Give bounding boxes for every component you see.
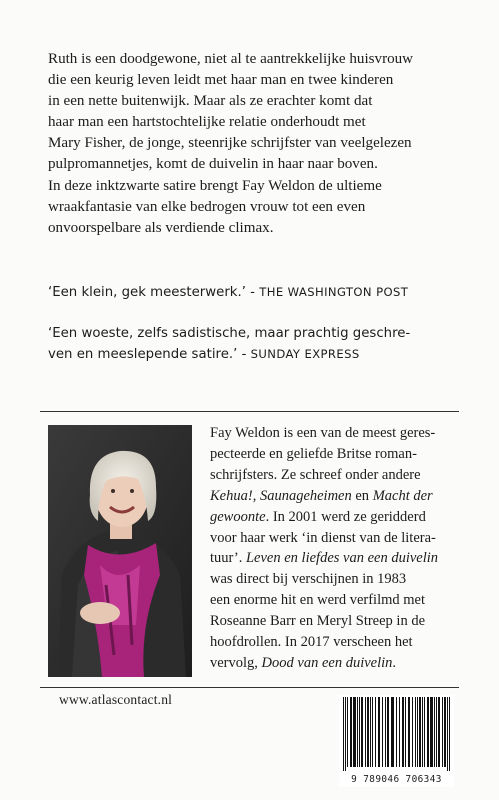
barcode-bar xyxy=(378,697,380,767)
bio-text: vervolg, xyxy=(210,654,262,671)
barcode-bar xyxy=(385,697,386,767)
barcode-bar xyxy=(391,697,394,767)
bio-line: een enorme hit en werd verfilmd met xyxy=(210,592,426,609)
barcode-bar xyxy=(430,697,433,767)
quote-dash: - xyxy=(237,347,251,362)
bio-line: Roseanne Barr en Meryl Streep in de xyxy=(210,613,426,630)
bio-line: Fay Weldon is een van de meest geres- xyxy=(210,425,436,441)
barcode-bar xyxy=(402,697,404,767)
book-title: Kehua! xyxy=(210,487,253,504)
bio-line xyxy=(210,548,468,569)
barcode-bar xyxy=(434,697,435,767)
bio-text: . In 2001 werd ze geridderd xyxy=(265,508,426,525)
barcode-bar xyxy=(422,697,423,767)
barcode-bar xyxy=(357,697,358,767)
barcode-bar xyxy=(442,697,443,767)
barcode-bar xyxy=(353,697,356,767)
bio-text: tuur’. xyxy=(210,550,246,567)
blurb-line: Mary Fisher, de jonge, steenrijke schrijfster van veelgelezen xyxy=(48,135,412,152)
blurb-line: die een keurig leven leidt met haar man en twee kinderen xyxy=(48,72,394,89)
bio-text: , xyxy=(252,487,260,504)
quote-source: SUNDAY EXPRESS xyxy=(250,347,360,361)
book-title: Macht der xyxy=(372,487,433,504)
blurb-line: wraakfantasie van elke bedrogen vrouw tot een even xyxy=(48,198,366,215)
press-quote-sunday-express xyxy=(48,323,468,365)
divider-top xyxy=(40,411,459,412)
blurb-line: onvoorspelbare als verdiende climax. xyxy=(48,219,274,236)
bio-line: hoofdrollen. In 2017 verscheen het xyxy=(210,634,413,651)
bio-text: . xyxy=(392,654,397,671)
barcode-bar xyxy=(350,697,352,767)
book-title: Dood van een duivelin xyxy=(261,654,393,671)
book-title: Saunageheimen xyxy=(259,487,352,504)
press-quote-washington-post xyxy=(48,282,468,303)
barcode-bar xyxy=(424,697,425,767)
divider-bottom xyxy=(40,687,459,688)
barcode-bar xyxy=(347,697,348,767)
bio-line xyxy=(210,653,468,674)
barcode-bar xyxy=(436,697,437,767)
bio-line: pecteerde en geliefde Britse roman- xyxy=(210,445,417,462)
blurb-line: haar man een hartstochtelijke relatie onderhoudt met xyxy=(48,114,366,131)
blurb-line: Ruth is een doodgewone, niet al te aantrekkelijke huisvrouw xyxy=(48,51,414,67)
barcode-bar xyxy=(345,697,346,771)
barcode-bar xyxy=(375,697,376,767)
quote-source: THE WASHINGTON POST xyxy=(259,285,409,299)
quote-text: ‘Een klein, gek meesterwerk.’ xyxy=(48,285,246,300)
barcode-bar xyxy=(359,697,360,767)
barcode-bar xyxy=(343,697,344,771)
barcode-bar xyxy=(415,697,416,767)
book-title: gewoonte xyxy=(210,508,266,525)
back-cover-blurb xyxy=(48,49,468,239)
barcode-bar xyxy=(405,697,406,767)
barcode-bar xyxy=(399,697,400,767)
blurb-line: pulpromannetjes, komt de duivelin in haar naar boven. xyxy=(48,156,378,173)
publisher-url: www.atlascontact.nl xyxy=(59,692,173,707)
barcode-bar xyxy=(396,697,397,767)
quote-text-line: ven en meeslepende satire.’ xyxy=(48,347,238,362)
barcode-bar xyxy=(361,697,363,767)
barcode-bar xyxy=(408,697,410,767)
barcode-bar xyxy=(412,697,413,767)
bio-line: voor haar werk ‘in dienst van de litera- xyxy=(210,529,436,546)
book-title: Leven en liefdes van een duivelin xyxy=(245,550,439,567)
barcode-bar xyxy=(444,697,446,767)
barcode-bar xyxy=(447,697,448,771)
barcode-bar xyxy=(382,697,383,767)
isbn-number: 9 789046 706343 xyxy=(351,774,442,785)
bio-line xyxy=(210,507,468,528)
bio-line: was direct bij verschijnen in 1983 xyxy=(210,571,407,588)
quote-text-line: ‘Een woeste, zelfs sadistische, maar prachtig geschre- xyxy=(48,326,411,341)
author-photo xyxy=(48,425,192,677)
bio-line: schrijfsters. Ze schreef onder andere xyxy=(210,466,421,483)
blurb-line: In deze inktzwarte satire brengt Fay Weldon de ultieme xyxy=(48,177,382,194)
barcode-bar xyxy=(427,697,429,767)
barcode-bar xyxy=(370,697,371,767)
barcode-bar xyxy=(387,697,389,767)
author-bio xyxy=(210,423,468,674)
bio-text: en xyxy=(351,487,373,504)
barcode-bar xyxy=(419,697,421,767)
quote-dash: - xyxy=(245,285,260,300)
barcode-bar xyxy=(365,697,366,767)
bio-line xyxy=(210,486,468,507)
barcode-bar xyxy=(449,697,450,771)
barcode-bar xyxy=(417,697,418,767)
blurb-line: in een nette buitenwijk. Maar als ze erachter komt dat xyxy=(48,93,373,110)
barcode-bar xyxy=(372,697,373,767)
barcode-bar xyxy=(367,697,369,767)
barcode-bar xyxy=(438,697,440,767)
